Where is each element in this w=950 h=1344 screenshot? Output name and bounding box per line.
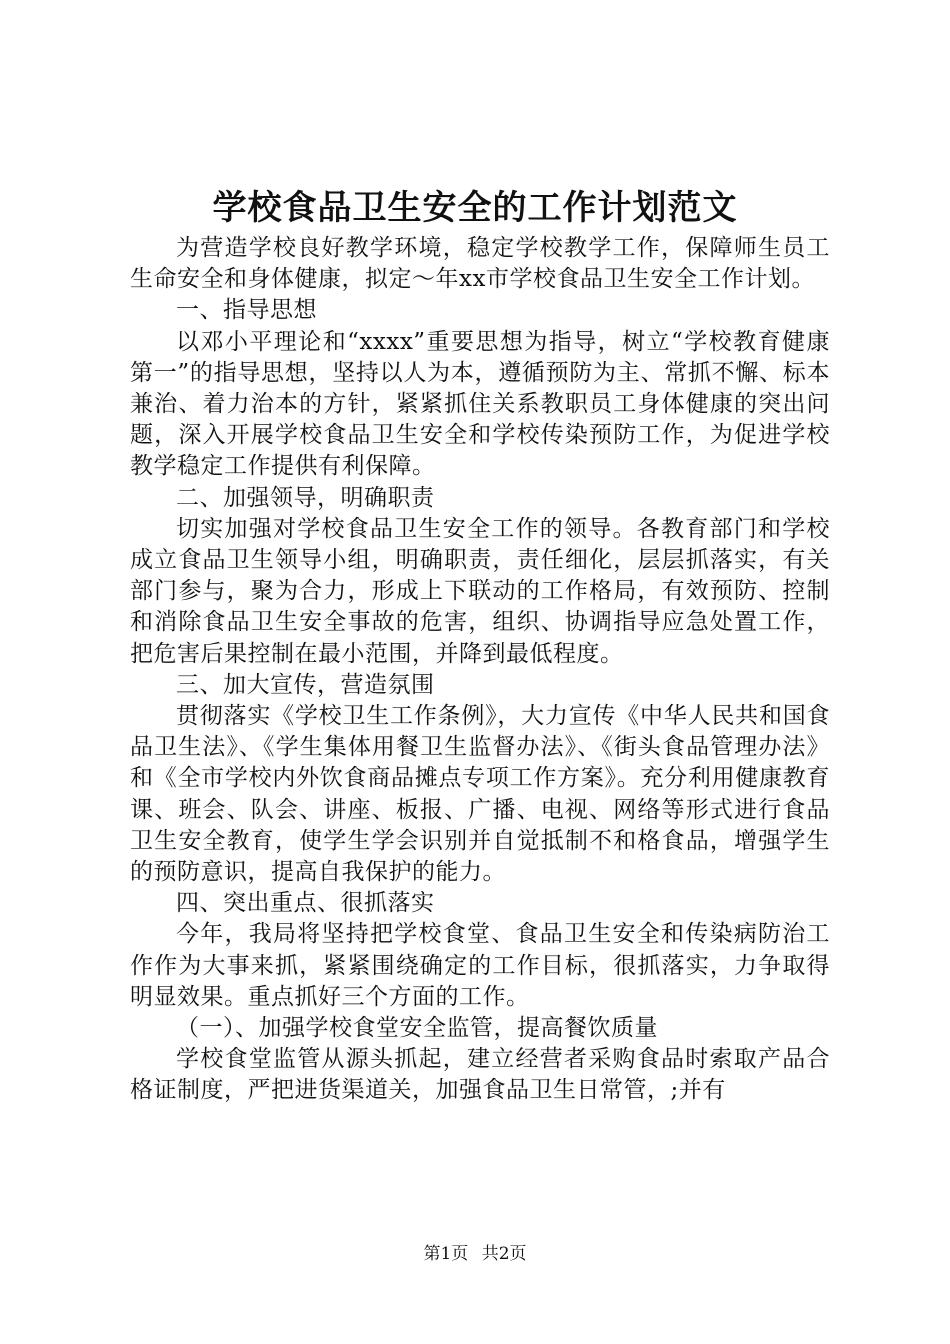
section-body-leadership: 切实加强对学校食品卫生安全工作的领导。各教育部门和学校成立食品卫生领导小组，明确职责，责任细化，层层抓落实，有关部门参与，聚为合力，形成上下联动的工作格局，有效预防、控制和消除食品卫生安全事故的危害，组织、协调指导应急处置工作，把危害后果控制在最小范围，并降到最低程度。 — [130, 515, 830, 667]
section-body-publicity: 贯彻落实《学校卫生工作条例》，大力宣传《中华人民共和国食品卫生法》、《学生集体用餐卫生监督办法》、《街头食品管理办法》和《全市学校内外饮食商品摊点专项工作方案》。充分利用健康教育课、班会、队会、讲座、板报、广播、电视、网络等形式进行食品卫生安全教育，使学生学会识别并自觉抵制不和格食品，增强学生的预防意识，提高自我保护的能力。 — [130, 703, 830, 886]
document-title: 学校食品卫生安全的工作计划范文 — [212, 188, 738, 228]
page-number: 第1页 — [423, 1244, 469, 1264]
section-heading-leadership: 二、加强领导，明确职责 — [176, 484, 435, 511]
section-body-key-points: 今年，我局将坚持把学校食堂、食品卫生安全和传染病防治工作作为大事来抓，紧紧围绕确定的工作目标，很抓落实，力争取得明显效果。重点抓好三个方面的工作。 — [130, 921, 830, 1010]
page-total: 共2页 — [481, 1244, 527, 1264]
document-body — [130, 233, 830, 1107]
intro-paragraph: 为营造学校良好教学环境，稳定学校教学工作，保障师生员工生命安全和身体健康，拟定～年xx市学校食品卫生安全工作计划。 — [130, 235, 830, 293]
section-body-guiding-thought: 以邓小平理论和“xxxx”重要思想为指导，树立“学校教育健康第一”的指导思想，坚持以人为本，遵循预防为主、常抓不懈、标本兼治、着力治本的方针，紧紧抓住关系教职员工身体健康的突出问题，深入开展学校食品卫生安全和学校传染预防工作，为促进学校教学稳定工作提供有利保障。 — [130, 328, 830, 480]
subsection-heading-canteen: （一）、加强学校食堂安全监管，提高餐饮质量 — [176, 1015, 658, 1042]
section-heading-publicity: 三、加大宣传，营造氛围 — [176, 671, 435, 698]
section-heading-key-points: 四、突出重点、很抓落实 — [176, 890, 435, 917]
section-heading-guiding-thought: 一、指导思想 — [176, 297, 317, 324]
page-footer — [0, 1242, 950, 1266]
subsection-body-canteen: 学校食堂监管从源头抓起，建立经营者采购食品时索取产品合格证制度，严把进货渠道关，加强食品卫生日常管，;并有 — [130, 1046, 830, 1104]
